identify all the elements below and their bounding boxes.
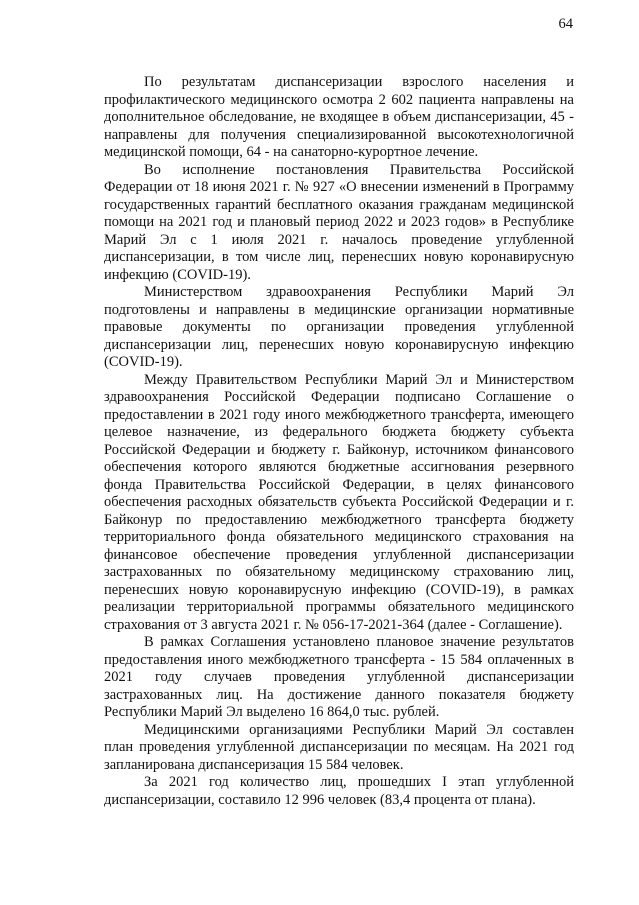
- paragraph-agreement: Между Правительством Республики Марий Эл и Министерством здравоохранения Российской Федерации подписано Соглашение о предоставлении в 2021 году иного межбюджетного трансферта, имеющего целевое назначение, из федерального бюджета бюджету субъекта Российской Федерации и бюджету г. Байконур, источником финансового обеспечения которого являются бюджетные ассигнования резервного фонда Правительства Российской Федерации, в целях финансового обеспечения расходных обязательств субъекта Российской Федерации и г. Байконур по предоставлению межбюджетного трансферта бюджету территориального фонда обязательного медицинского страхования на финансовое обеспечение проведения углубленной диспансеризации застрахованных по обязательному медицинскому страхованию лиц, перенесших новую коронавирусную инфекцию (COVID-19), в рамках реализации территориальной программы обязательного медицинского страхования от 3 августа 2021 г. № 056-17-2021-364 (далее - Соглашение).: [104, 371, 574, 633]
- paragraph-government-decree: Во исполнение постановления Правительства Российской Федерации от 18 июня 2021 г. № 927 «О внесении изменений в Программу государственных гарантий бесплатного оказания гражданам медицинской помощи на 2021 год и плановый период 2022 и 2023 годов» в Республике Марий Эл с 1 июля 2021 г. началось проведение углубленной диспансеризации, в том числе лиц, перенесших новую коронавирусную инфекцию (COVID-19).: [104, 161, 574, 283]
- page-number: 64: [558, 16, 573, 32]
- paragraph-ministry-documents: Министерством здравоохранения Республики Марий Эл подготовлены и направлены в медицинские организации нормативные правовые документы по организации проведения углубленной диспансеризации лиц, перенесших новую коронавирусную инфекцию (COVID-19).: [104, 284, 574, 370]
- paragraph-dispanserization-results: По результатам диспансеризации взрослого населения и профилактического медицинского осмотра 2 602 пациента направлены на дополнительное обследование, не входящее в объем диспансеризации, 45 - направлены для получения специализированной высокотехнологичной медицинской помощи, 64 - на санаторно-курортное лечение.: [104, 74, 574, 160]
- document-body: [104, 74, 574, 809]
- paragraph-monthly-plan: Медицинскими организациями Республики Марий Эл составлен план проведения углубленной диспансеризации по месяцам. На 2021 год запланирована диспансеризация 15 584 человек.: [104, 721, 574, 773]
- paragraph-stage-one-results: За 2021 год количество лиц, прошедших I этап углубленной диспансеризации, составило 12 996 человек (83,4 процента от плана).: [104, 774, 574, 808]
- paragraph-planned-value: В рамках Соглашения установлено плановое значение результатов предоставления иного межбюджетного трансферта - 15 584 оплаченных в 2021 году случаев проведения углубленной диспансеризации застрахованных лиц. На достижение данного показателя бюджету Республики Марий Эл выделено 16 864,0 тыс. рублей.: [104, 634, 574, 720]
